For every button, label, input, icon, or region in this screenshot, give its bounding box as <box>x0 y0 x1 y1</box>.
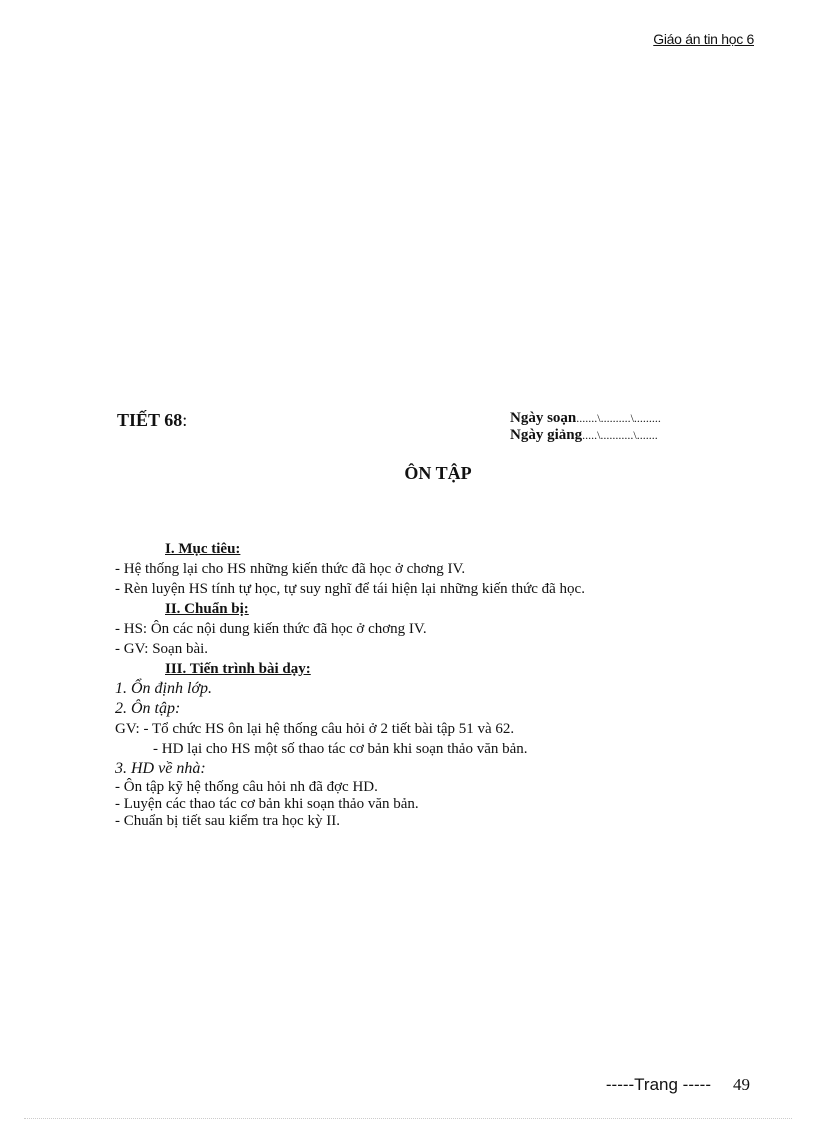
lesson-code-text: TIẾT 68 <box>117 410 183 430</box>
homework-item: - Ôn tập kỹ hệ thống câu hỏi nh đã đợc HD. <box>115 779 378 795</box>
lesson-code-colon: : <box>182 410 188 430</box>
date-prepared <box>510 410 661 427</box>
lesson-dates <box>510 410 661 444</box>
lesson-code <box>117 410 187 431</box>
preparation-heading: II. Chuẩn bị: <box>165 601 249 617</box>
date-taught-label: Ngày giảng <box>510 427 583 443</box>
step-heading: 1. Ổn định lớp. <box>115 680 212 697</box>
date-prepared-label: Ngày soạn <box>510 410 577 426</box>
step-heading: 2. Ôn tập: <box>115 700 181 717</box>
preparation-item: - HS: Ôn các nội dung kiến thức đã học ở chơng IV. <box>115 621 427 637</box>
step-heading: 3. HD về nhà: <box>115 760 206 777</box>
process-heading: III. Tiến trình bài dạy: <box>165 661 311 677</box>
date-taught <box>510 427 661 444</box>
page-title: ÔN TẬP <box>404 463 472 483</box>
objective-item: - Rèn luyện HS tính tự học, tự suy nghĩ để tái hiện lại những kiến thức đã học. <box>115 581 585 597</box>
date-prepared-value: .......\..........\......... <box>576 411 661 425</box>
homework-list <box>115 779 585 829</box>
footer-label: -----Trang ----- <box>605 1075 711 1094</box>
page-number: 49 <box>733 1075 750 1094</box>
preparation-item: - GV: Soạn bài. <box>115 641 209 657</box>
date-taught-value: .....\...........\....... <box>582 428 658 442</box>
bottom-divider <box>24 1118 792 1119</box>
homework-item: - Luyện các thao tác cơ bản khi soạn thảo văn bản. <box>115 796 419 812</box>
header-title: Giáo án tin học 6 <box>653 31 754 47</box>
lesson-content <box>115 539 585 829</box>
homework-item: - Chuẩn bị tiết sau kiểm tra học kỳ II. <box>115 813 340 829</box>
objectives-heading: I. Mục tiêu: <box>165 541 241 557</box>
step-line: GV: - Tổ chức HS ôn lại hệ thống câu hỏi ở 2 tiết bài tập 51 và 62. <box>115 721 515 737</box>
step-line: - HD lại cho HS một số thao tác cơ bản khi soạn thảo văn bản. <box>153 741 528 757</box>
page-footer <box>606 1075 750 1095</box>
objective-item: - Hệ thống lại cho HS những kiến thức đã học ở chơng IV. <box>115 561 466 577</box>
